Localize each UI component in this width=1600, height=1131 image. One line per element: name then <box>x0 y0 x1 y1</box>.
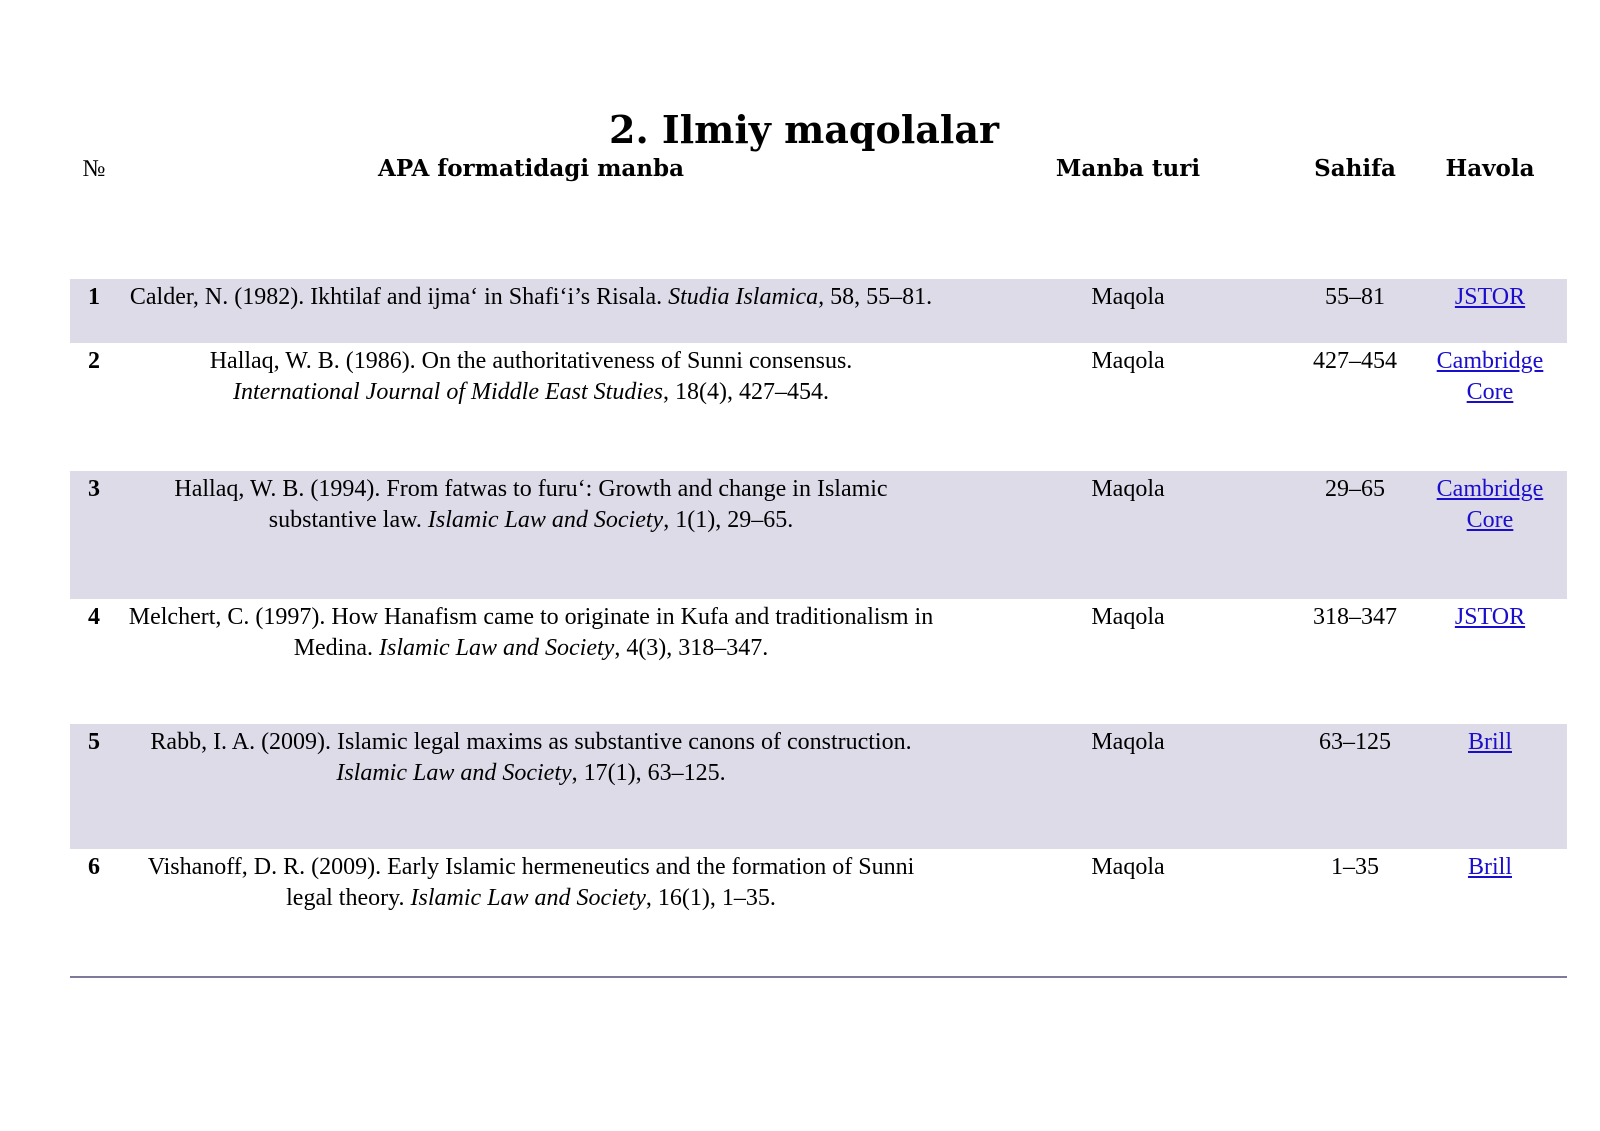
table-row <box>70 471 1567 599</box>
table-row <box>70 279 1567 343</box>
reference-cell: Vishanoff, D. R. (2009). Early Islamic hermeneutics and the formation of Sunni legal theory. Islamic Law and Society, 16(1), 1–35. <box>147 854 915 911</box>
source-type-cell: Maqola <box>1091 348 1165 374</box>
source-type-cell: Maqola <box>1091 284 1165 310</box>
pages-cell: 427–454 <box>1313 348 1397 374</box>
link-cell <box>1420 852 1560 883</box>
pages-cell: 55–81 <box>1325 284 1385 310</box>
journal-title: Studia Islamica, <box>668 284 825 310</box>
link-cell <box>1420 282 1560 313</box>
source-type-cell: Maqola <box>1091 604 1165 630</box>
reference-cell: Hallaq, W. B. (1986). On the authoritativeness of Sunni consensus. International Journal of Middle East Studies, 18(4), 427–454. <box>209 348 853 405</box>
source-link[interactable]: Brill <box>1467 854 1512 880</box>
journal-title: Islamic Law and Society <box>379 635 615 661</box>
table-bottom-rule <box>70 976 1567 978</box>
pages-cell: 1–35 <box>1331 854 1379 880</box>
table-row <box>70 849 1567 976</box>
table-row <box>70 343 1567 471</box>
reference-cell: Calder, N. (1982). Ikhtilaf and ijma‘ in Shafi‘i’s Risala. Studia Islamica, 58, 55–81. <box>129 284 933 310</box>
table-row <box>70 724 1567 849</box>
journal-title: Islamic Law and Society <box>410 885 646 911</box>
column-header-link: Havola <box>1445 155 1535 182</box>
row-number: 3 <box>88 476 100 502</box>
source-type-cell: Maqola <box>1091 729 1165 755</box>
row-number: 5 <box>88 729 100 755</box>
link-cell <box>1420 727 1560 758</box>
source-link[interactable]: JSTOR <box>1454 604 1526 630</box>
pages-cell: 318–347 <box>1313 604 1397 630</box>
row-number: 6 <box>88 854 100 880</box>
link-cell <box>1420 474 1560 536</box>
source-link[interactable]: JSTOR <box>1454 284 1526 310</box>
table-row <box>70 599 1567 724</box>
link-cell <box>1420 346 1560 408</box>
column-header-reference: APA formatidagi manba <box>377 155 685 182</box>
source-link[interactable]: Cambridge Core <box>1436 476 1544 533</box>
column-header-number: № <box>82 156 106 182</box>
reference-cell: Melchert, C. (1997). How Hanafism came to originate in Kufa and traditionalism in Medina. Islamic Law and Society, 4(3), 318–347. <box>128 604 934 661</box>
reference-cell: Hallaq, W. B. (1994). From fatwas to furu‘: Growth and change in Islamic substantive law. Islamic Law and Society, 1(1), 29–65. <box>174 476 888 533</box>
row-number: 2 <box>88 348 100 374</box>
source-type-cell: Maqola <box>1091 854 1165 880</box>
page-title: 2. Ilmiy maqolalar <box>609 107 999 152</box>
journal-title: Islamic Law and Society <box>336 760 572 786</box>
row-number: 4 <box>88 604 100 630</box>
source-type-cell: Maqola <box>1091 476 1165 502</box>
column-header-type: Manba turi <box>1055 155 1201 182</box>
link-cell <box>1420 602 1560 633</box>
pages-cell: 63–125 <box>1319 729 1391 755</box>
journal-title: International Journal of Middle East Studies <box>233 379 663 405</box>
source-link[interactable]: Brill <box>1467 729 1512 755</box>
row-number: 1 <box>88 284 100 310</box>
reference-cell: Rabb, I. A. (2009). Islamic legal maxims as substantive canons of construction. Islamic Law and Society, 17(1), 63–125. <box>150 729 912 786</box>
pages-cell: 29–65 <box>1325 476 1385 502</box>
table-header <box>70 151 1567 187</box>
source-link[interactable]: Cambridge Core <box>1436 348 1544 405</box>
journal-title: Islamic Law and Society <box>427 507 664 533</box>
column-header-pages: Sahifa <box>1314 155 1396 182</box>
